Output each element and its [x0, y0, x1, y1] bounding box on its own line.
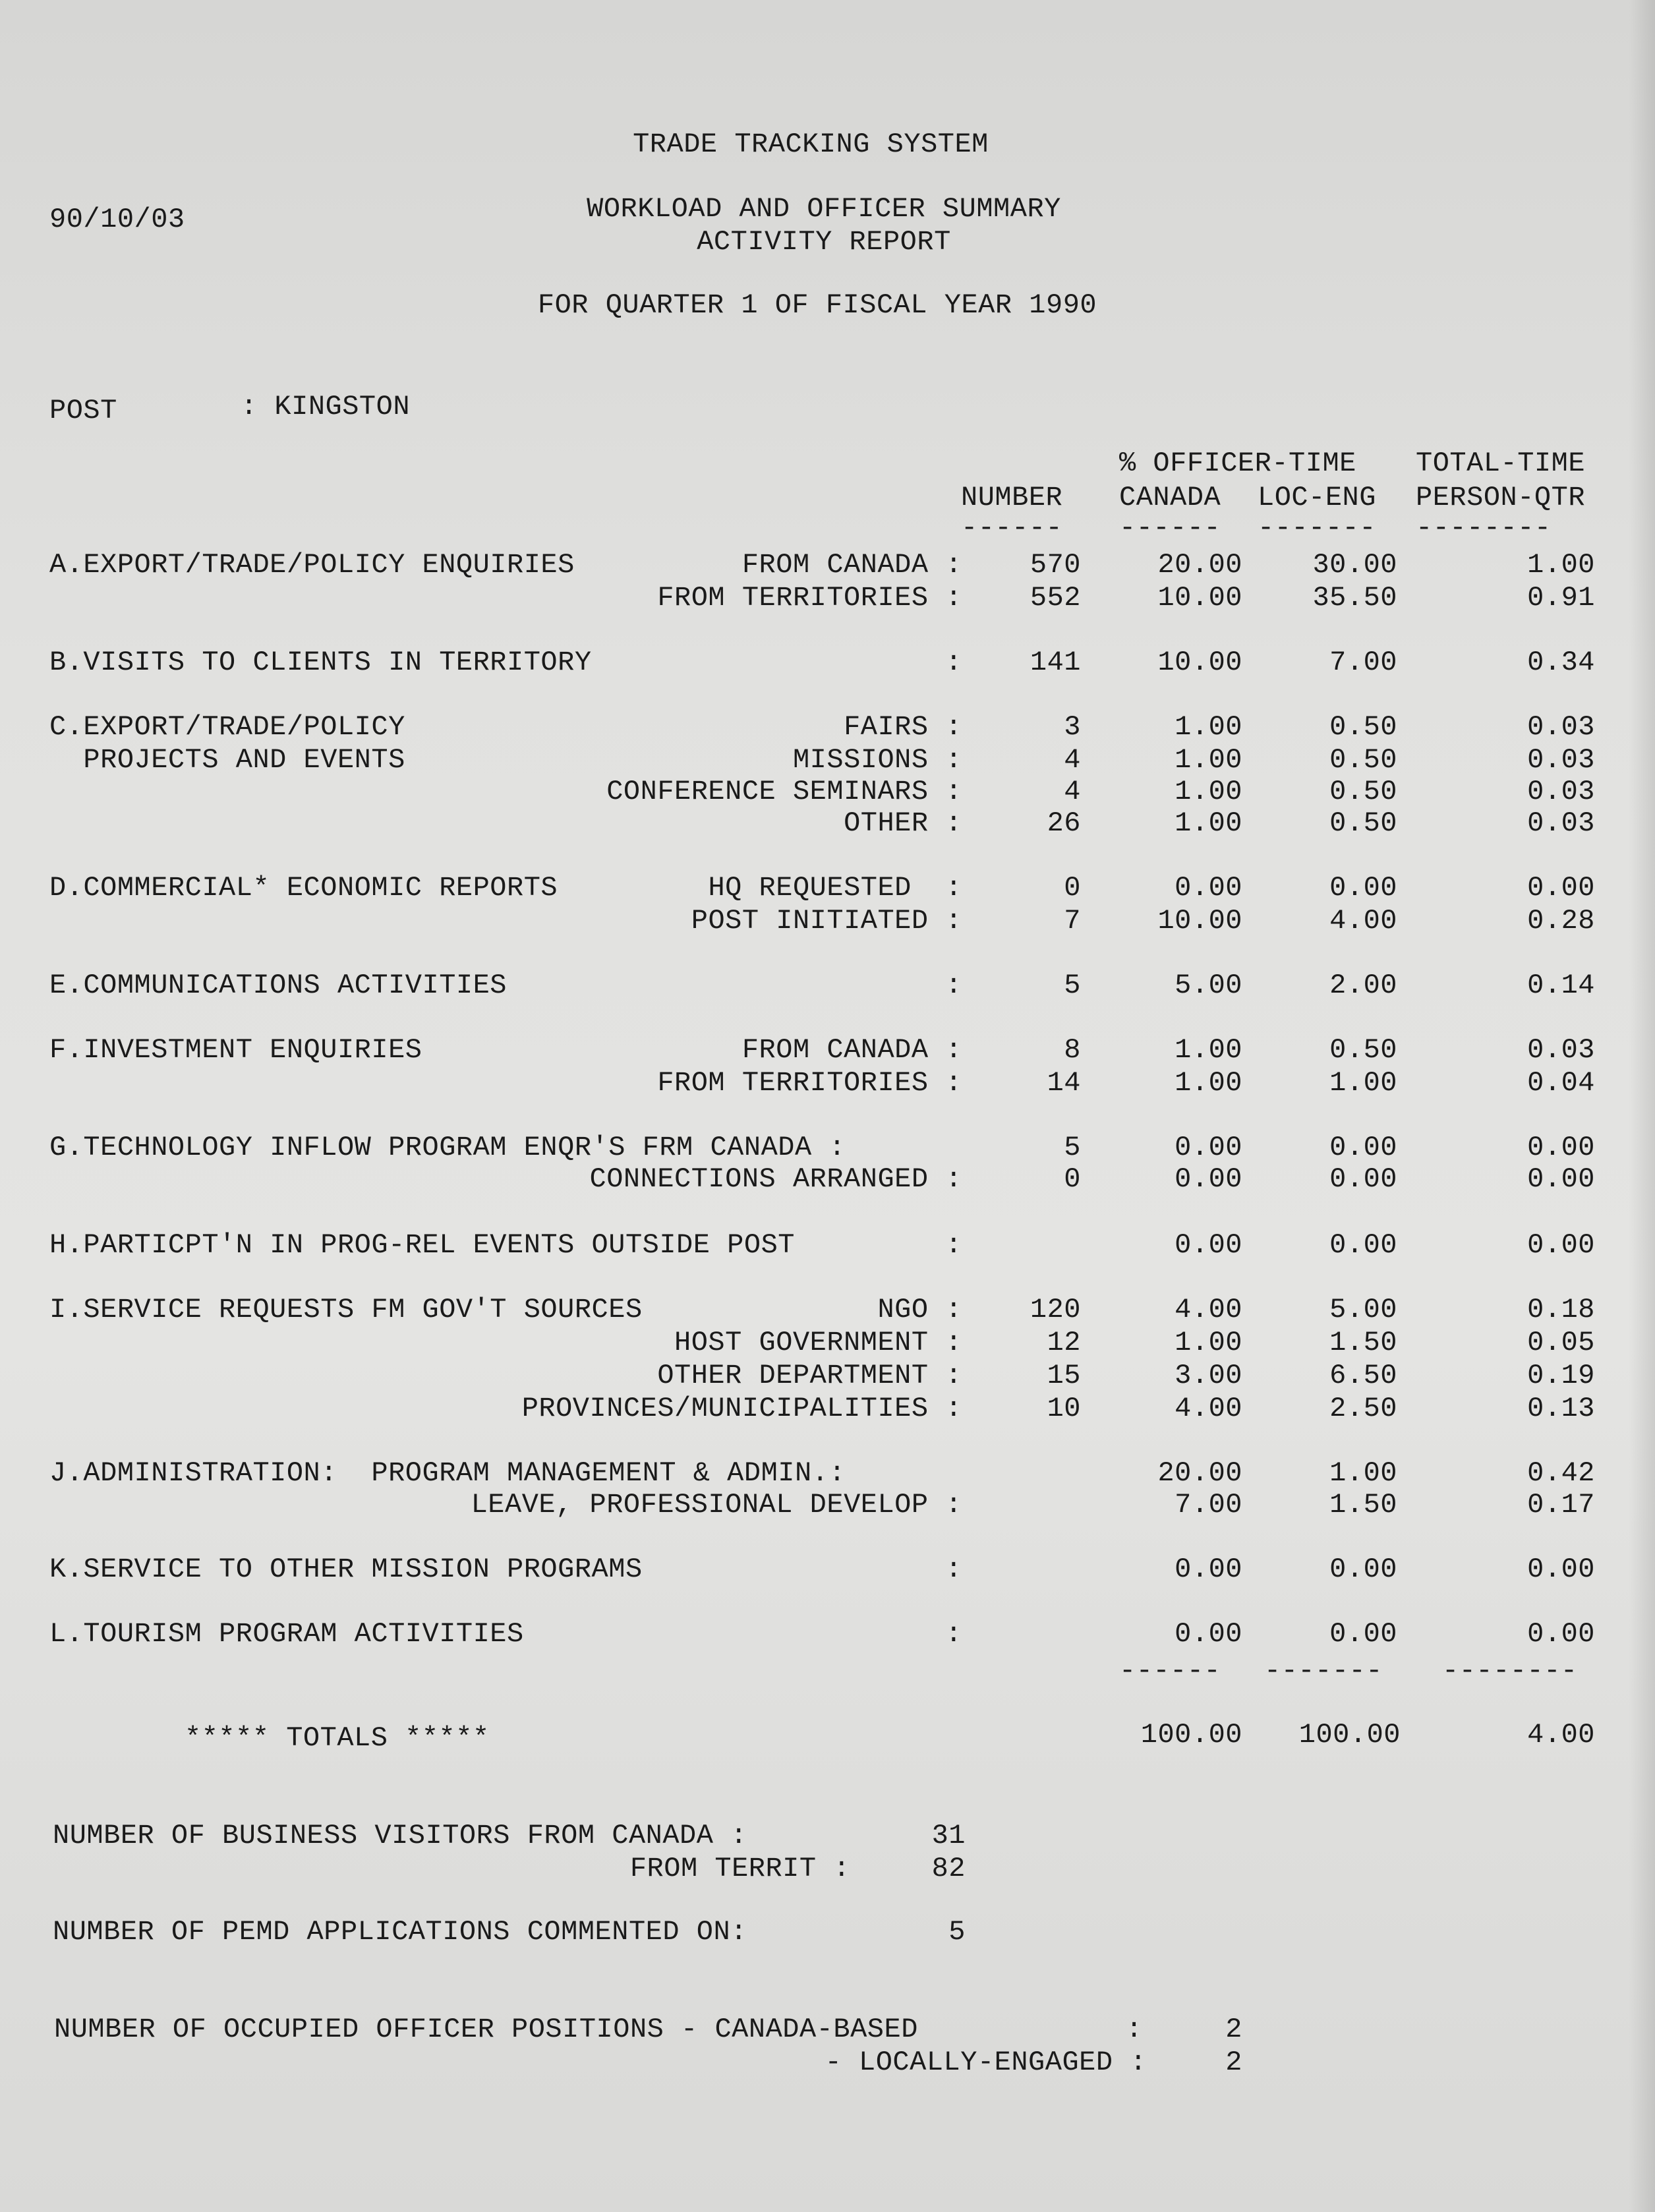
canada-pct-cell: 0.00 [1175, 1229, 1242, 1261]
totals-label: ***** TOTALS ***** [185, 1722, 490, 1754]
row-sublabel: HQ REQUESTED : [708, 872, 962, 904]
row-label: E.COMMUNICATIONS ACTIVITIES [49, 970, 508, 1001]
system-title: TRADE TRACKING SYSTEM [633, 129, 989, 160]
row-sublabel: FROM CANADA : [741, 549, 962, 581]
loc-eng-pct-cell: 0.00 [1329, 1554, 1397, 1585]
loc-eng-pct-cell: 0.00 [1329, 872, 1397, 904]
total-time-underline: -------- [1416, 512, 1552, 544]
business-visitors-label: NUMBER OF BUSINESS VISITORS FROM CANADA : [53, 1820, 747, 1851]
number-cell: 141 [1030, 647, 1081, 678]
number-cell: 3 [1064, 711, 1081, 743]
canada-pct-cell: 1.00 [1175, 1034, 1242, 1066]
number-cell: 120 [1030, 1294, 1081, 1325]
report-period: FOR QUARTER 1 OF FISCAL YEAR 1990 [537, 289, 1097, 321]
loc-eng-pct-cell: 0.00 [1329, 1132, 1397, 1163]
row-sublabel: NGO : [877, 1294, 962, 1325]
row-sublabel: CONFERENCE SEMINARS : [606, 776, 962, 807]
canada-pct-cell: 5.00 [1175, 970, 1242, 1001]
number-cell: 5 [1064, 970, 1081, 1001]
row-sublabel: FROM TERRITORIES : [657, 582, 962, 614]
row-label: B.VISITS TO CLIENTS IN TERRITORY [49, 647, 592, 678]
totals-person-qtr: 4.00 [1527, 1719, 1595, 1751]
canada-pct-cell: 4.00 [1175, 1294, 1242, 1325]
officer-positions-canada-based: 2 [1225, 2014, 1242, 2045]
totals-loc-eng: 100.00 [1298, 1719, 1401, 1751]
person-qtr-cell: 0.17 [1527, 1489, 1595, 1521]
report-title-line-1: WORKLOAD AND OFFICER SUMMARY [587, 193, 1061, 225]
loc-eng-pct-cell: 0.00 [1329, 1229, 1397, 1261]
number-cell: 5 [1064, 1132, 1081, 1163]
officer-positions-local-label: - LOCALLY-ENGAGED : [825, 2047, 1147, 2078]
canada-pct-cell: 7.00 [1175, 1489, 1242, 1521]
row-label: J.ADMINISTRATION: PROGRAM MANAGEMENT & ADMIN.: [49, 1457, 846, 1489]
number-cell: 0 [1064, 1163, 1081, 1195]
person-qtr-cell: 0.00 [1527, 872, 1595, 904]
canada-pct-cell: 20.00 [1157, 549, 1242, 581]
canada-pct-cell: 1.00 [1175, 1067, 1242, 1099]
person-qtr-cell: 0.34 [1527, 647, 1595, 678]
canada-underline: ------ [1119, 512, 1221, 544]
row-sublabel: POST INITIATED : [691, 905, 962, 937]
canada-pct-cell: 1.00 [1175, 1327, 1242, 1358]
totals-loc-eng-rule: ------- [1264, 1655, 1383, 1687]
canada-pct-cell: 3.00 [1175, 1360, 1242, 1391]
row-label: A.EXPORT/TRADE/POLICY ENQUIRIES [49, 549, 575, 581]
number-cell: 14 [1047, 1067, 1081, 1099]
row-sublabel: HOST GOVERNMENT : [674, 1327, 962, 1358]
canada-pct-cell: 0.00 [1175, 872, 1242, 904]
canada-header: CANADA [1119, 482, 1221, 513]
row-sublabel: : [945, 1554, 962, 1585]
person-qtr-cell: 0.19 [1527, 1360, 1595, 1391]
row-sublabel: : [945, 1229, 962, 1261]
person-qtr-cell: 0.03 [1527, 776, 1595, 807]
row-sublabel: FROM CANADA : [741, 1034, 962, 1066]
canada-pct-cell: 0.00 [1175, 1163, 1242, 1195]
loc-eng-pct-cell: 1.00 [1329, 1067, 1397, 1099]
number-cell: 8 [1064, 1034, 1081, 1066]
person-qtr-cell: 0.00 [1527, 1229, 1595, 1261]
person-qtr-cell: 0.03 [1527, 711, 1595, 743]
number-cell: 0 [1064, 872, 1081, 904]
person-qtr-cell: 0.00 [1527, 1618, 1595, 1650]
loc-eng-pct-cell: 0.50 [1329, 1034, 1397, 1066]
totals-person-qtr-rule: -------- [1442, 1655, 1578, 1687]
loc-eng-pct-cell: 2.00 [1329, 970, 1397, 1001]
canada-pct-cell: 0.00 [1175, 1554, 1242, 1585]
number-cell: 26 [1047, 807, 1081, 839]
row-sublabel: OTHER : [844, 807, 962, 839]
person-qtr-cell: 0.03 [1527, 807, 1595, 839]
officer-positions-colon: : [1126, 2014, 1143, 2045]
officer-time-header: % OFFICER-TIME [1119, 448, 1356, 479]
person-qtr-cell: 0.91 [1527, 582, 1595, 614]
business-visitors-canada: 31 [931, 1820, 966, 1851]
row-label: K.SERVICE TO OTHER MISSION PROGRAMS [49, 1554, 643, 1585]
row-label: I.SERVICE REQUESTS FM GOV'T SOURCES [49, 1294, 643, 1325]
number-cell: 4 [1064, 776, 1081, 807]
row-label: F.INVESTMENT ENQUIRIES [49, 1034, 422, 1066]
person-qtr-cell: 0.04 [1527, 1067, 1595, 1099]
row-label: L.TOURISM PROGRAM ACTIVITIES [49, 1618, 524, 1650]
loc-eng-pct-cell: 2.50 [1329, 1393, 1397, 1424]
row-sublabel: : [945, 970, 962, 1001]
person-qtr-cell: 0.03 [1527, 1034, 1595, 1066]
loc-eng-pct-cell: 6.50 [1329, 1360, 1397, 1391]
canada-pct-cell: 0.00 [1175, 1618, 1242, 1650]
report-title-line-2: ACTIVITY REPORT [697, 226, 951, 258]
loc-eng-pct-cell: 1.50 [1329, 1489, 1397, 1521]
person-qtr-cell: 0.42 [1527, 1457, 1595, 1489]
number-cell: 7 [1064, 905, 1081, 937]
number-cell: 4 [1064, 744, 1081, 776]
canada-pct-cell: 4.00 [1175, 1393, 1242, 1424]
canada-pct-cell: 0.00 [1175, 1132, 1242, 1163]
person-qtr-header: PERSON-QTR [1416, 482, 1586, 513]
row-label: D.COMMERCIAL* ECONOMIC REPORTS [49, 872, 558, 904]
number-cell: 15 [1047, 1360, 1081, 1391]
loc-eng-pct-cell: 5.00 [1329, 1294, 1397, 1325]
person-qtr-cell: 0.00 [1527, 1132, 1595, 1163]
canada-pct-cell: 10.00 [1157, 582, 1242, 614]
row-sublabel: OTHER DEPARTMENT : [657, 1360, 962, 1391]
canada-pct-cell: 10.00 [1157, 905, 1242, 937]
row-sublabel: FROM TERRITORIES : [657, 1067, 962, 1099]
loc-eng-pct-cell: 1.50 [1329, 1327, 1397, 1358]
row-sublabel: CONNECTIONS ARRANGED : [589, 1163, 962, 1195]
row-label: C.EXPORT/TRADE/POLICY [49, 711, 405, 743]
post-value: : KINGSTON [241, 391, 411, 422]
person-qtr-cell: 0.14 [1527, 970, 1595, 1001]
loc-eng-underline: ------- [1258, 512, 1376, 544]
row-sublabel: MISSIONS : [792, 744, 962, 776]
number-cell: 570 [1030, 549, 1081, 581]
loc-eng-pct-cell: 7.00 [1329, 647, 1397, 678]
post-label: POST [49, 395, 117, 426]
loc-eng-pct-cell: 0.50 [1329, 807, 1397, 839]
report-date: 90/10/03 [49, 204, 185, 235]
loc-eng-pct-cell: 1.00 [1329, 1457, 1397, 1489]
loc-eng-pct-cell: 0.00 [1329, 1618, 1397, 1650]
person-qtr-cell: 0.03 [1527, 744, 1595, 776]
number-cell: 552 [1030, 582, 1081, 614]
loc-eng-pct-cell: 0.50 [1329, 744, 1397, 776]
loc-eng-header: LOC-ENG [1258, 482, 1376, 513]
row-label: G.TECHNOLOGY INFLOW PROGRAM ENQR'S FRM CANADA : [49, 1132, 846, 1163]
person-qtr-cell: 0.13 [1527, 1393, 1595, 1424]
person-qtr-cell: 0.28 [1527, 905, 1595, 937]
row-label: H.PARTICPT'N IN PROG-REL EVENTS OUTSIDE POST [49, 1229, 795, 1261]
canada-pct-cell: 1.00 [1175, 711, 1242, 743]
number-underline: ------ [961, 512, 1063, 544]
canada-pct-cell: 1.00 [1175, 807, 1242, 839]
loc-eng-pct-cell: 30.00 [1312, 549, 1397, 581]
row-sublabel: : [945, 1618, 962, 1650]
loc-eng-pct-cell: 0.50 [1329, 711, 1397, 743]
officer-positions-label: NUMBER OF OCCUPIED OFFICER POSITIONS - CANADA-BASED [54, 2014, 918, 2045]
business-visitors-territ: 82 [931, 1853, 966, 1884]
totals-canada: 100.00 [1140, 1719, 1242, 1751]
loc-eng-pct-cell: 35.50 [1312, 582, 1397, 614]
loc-eng-pct-cell: 0.50 [1329, 776, 1397, 807]
number-header: NUMBER [961, 482, 1063, 513]
business-visitors-territ-label: FROM TERRIT : [629, 1853, 850, 1884]
loc-eng-pct-cell: 0.00 [1329, 1163, 1397, 1195]
row-sublabel: FAIRS : [844, 711, 962, 743]
person-qtr-cell: 0.05 [1527, 1327, 1595, 1358]
row-sublabel: LEAVE, PROFESSIONAL DEVELOP : [471, 1489, 962, 1521]
loc-eng-pct-cell: 4.00 [1329, 905, 1397, 937]
total-time-header: TOTAL-TIME [1416, 448, 1586, 479]
canada-pct-cell: 20.00 [1157, 1457, 1242, 1489]
pemd-applications-label: NUMBER OF PEMD APPLICATIONS COMMENTED ON: [53, 1916, 747, 1948]
person-qtr-cell: 1.00 [1527, 549, 1595, 581]
row-sublabel: : [945, 647, 962, 678]
number-cell: 12 [1047, 1327, 1081, 1358]
row-label: PROJECTS AND EVENTS [49, 744, 405, 776]
canada-pct-cell: 10.00 [1157, 647, 1242, 678]
person-qtr-cell: 0.18 [1527, 1294, 1595, 1325]
pemd-applications-value: 5 [948, 1916, 966, 1948]
officer-positions-locally-engaged: 2 [1225, 2047, 1242, 2078]
row-sublabel: PROVINCES/MUNICIPALITIES : [521, 1393, 962, 1424]
canada-pct-cell: 1.00 [1175, 776, 1242, 807]
person-qtr-cell: 0.00 [1527, 1163, 1595, 1195]
number-cell: 10 [1047, 1393, 1081, 1424]
canada-pct-cell: 1.00 [1175, 744, 1242, 776]
person-qtr-cell: 0.00 [1527, 1554, 1595, 1585]
totals-canada-rule: ------ [1119, 1655, 1221, 1687]
